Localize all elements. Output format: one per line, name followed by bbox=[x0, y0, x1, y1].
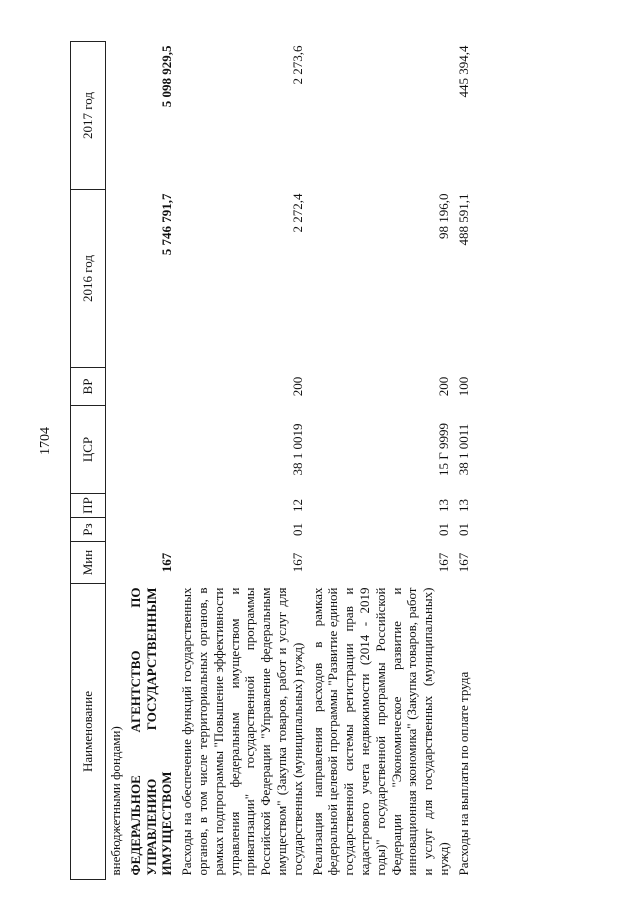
table-row bbox=[126, 42, 177, 880]
header-vr: ВР bbox=[71, 368, 106, 406]
header-2016: 2016 год bbox=[71, 190, 106, 368]
row-2016: 2 272,4 bbox=[289, 193, 305, 233]
header-min: Мин bbox=[71, 542, 106, 584]
header-2017: 2017 год bbox=[71, 42, 106, 190]
row-pr: 12 bbox=[289, 499, 305, 512]
table-row bbox=[308, 42, 454, 880]
row-csr bbox=[106, 406, 126, 494]
row-pr: 13 bbox=[455, 499, 471, 512]
row-vr: 200 bbox=[289, 376, 305, 397]
row-rz: 01 bbox=[435, 523, 451, 536]
table-row bbox=[177, 42, 307, 880]
row-csr bbox=[126, 406, 177, 494]
row-csr: 38 1 0011 bbox=[455, 423, 471, 476]
header-name: Наименование bbox=[71, 584, 106, 880]
row-rz bbox=[106, 518, 126, 542]
row-min: 167 bbox=[455, 552, 471, 573]
row-2016: 98 196,0 bbox=[435, 193, 451, 239]
page-number: 1704 bbox=[38, 427, 53, 455]
row-vr: 200 bbox=[435, 376, 451, 397]
row-name: Реализация направления расходов в рамках федеральной целевой программы "Развитие единой государственной системы регистрации прав и кадастрового учета недвижимости (2014 - 2019 годы)" государственной программы Российской Федерации "Экономическое развитие и инновационная экономика" (Закупка товаров, работ и услуг для государственных (муниципальных) нужд) bbox=[309, 587, 451, 876]
row-csr: 38 1 0019 bbox=[289, 423, 305, 476]
row-csr: 15 Г 9999 bbox=[435, 423, 451, 477]
header-rz: Рз bbox=[71, 518, 106, 542]
row-2017 bbox=[106, 42, 126, 190]
row-pr bbox=[106, 494, 126, 518]
row-min bbox=[106, 542, 126, 584]
row-name: ФЕДЕРАЛЬНОЕ АГЕНТСТВО ПО УПРАВЛЕНИЮ ГОСУДАРСТВЕННЫМ ИМУЩЕСТВОМ bbox=[127, 587, 175, 876]
row-2016: 488 591,1 bbox=[455, 193, 471, 246]
table-header-row bbox=[71, 42, 106, 880]
row-2017: 2 273,6 bbox=[289, 45, 305, 85]
header-pr: ПР bbox=[71, 494, 106, 518]
row-min: 167 bbox=[159, 552, 175, 573]
row-vr: 100 bbox=[455, 376, 471, 397]
row-2016: 5 746 791,7 bbox=[159, 193, 175, 256]
row-vr bbox=[106, 368, 126, 406]
row-pr: 13 bbox=[435, 499, 451, 512]
row-name: Расходы на обеспечение функций государственных органов, в том числе территориальных органов, в рамках подпрограммы "Повышение эффективности управления федеральным имуществом и приватизации" государственной программы Российской Федерации "Управление федеральным имуществом" (Закупка товаров, работ и услуг для государственных (муниципальных) нужд) bbox=[179, 587, 305, 876]
table-row bbox=[106, 42, 126, 880]
row-2017: 445 394,4 bbox=[455, 45, 471, 98]
row-rz: 01 bbox=[289, 523, 305, 536]
table-row bbox=[454, 42, 474, 880]
budget-table bbox=[70, 41, 474, 880]
row-vr bbox=[126, 368, 177, 406]
row-2016 bbox=[106, 190, 126, 368]
row-2017: 5 098 929,5 bbox=[159, 45, 175, 108]
rotated-table-wrapper bbox=[70, 42, 602, 880]
row-rz: 01 bbox=[455, 523, 471, 536]
row-rz bbox=[126, 518, 177, 542]
row-min: 167 bbox=[289, 552, 305, 573]
row-pr bbox=[126, 494, 177, 518]
row-2017 bbox=[308, 42, 454, 190]
row-min: 167 bbox=[435, 552, 451, 573]
row-name: Расходы на выплаты по оплате труда bbox=[455, 671, 471, 876]
row-name: внебюджетными фондами) bbox=[108, 726, 123, 876]
header-csr: ЦСР bbox=[71, 406, 106, 494]
